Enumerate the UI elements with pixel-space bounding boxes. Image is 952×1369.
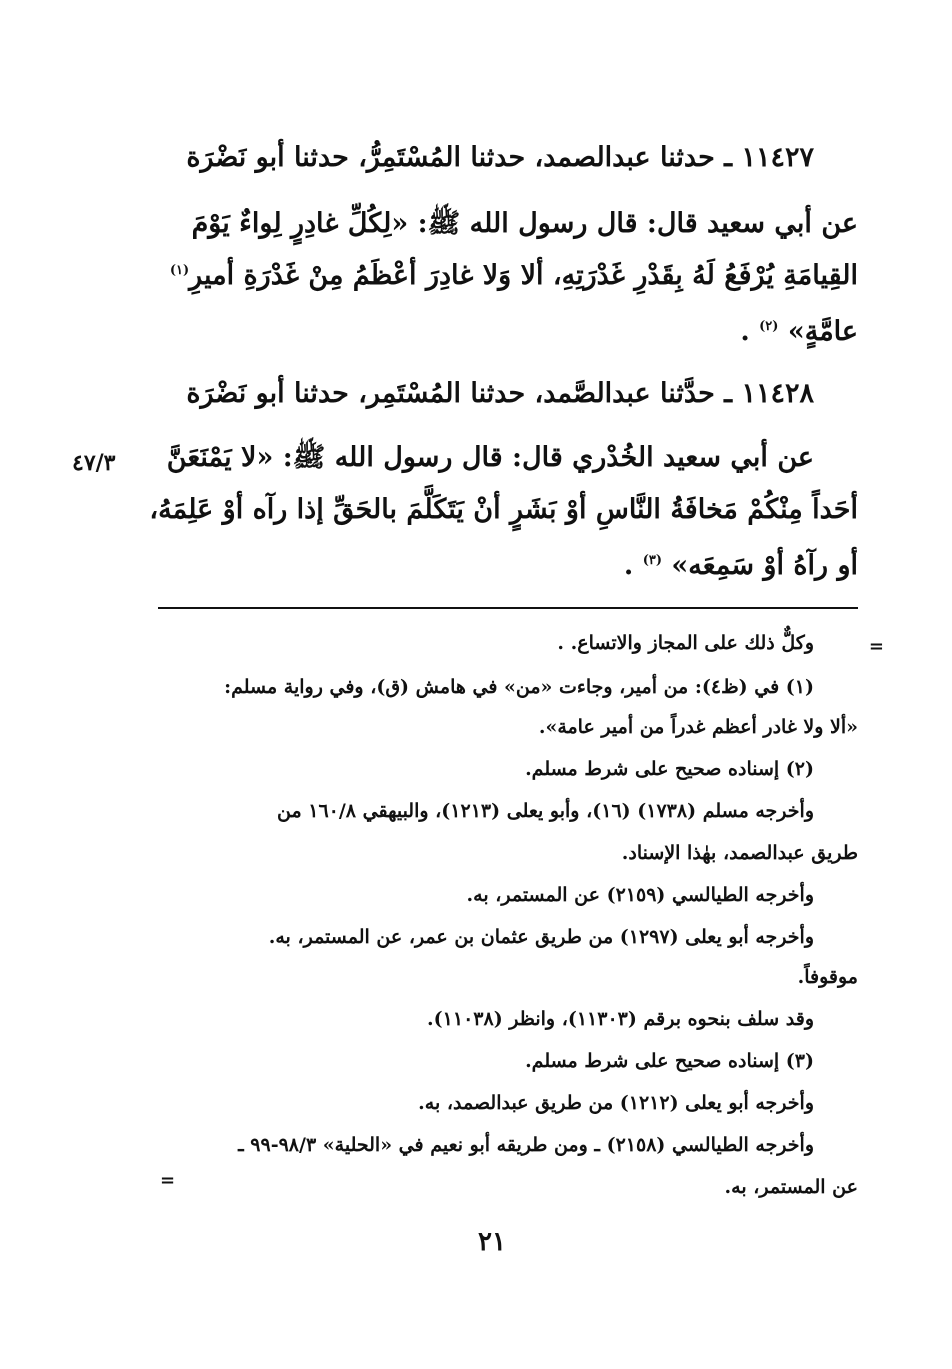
hadith-1428-line-3: أحَداً مِنْكُمْ مَخافَةُ النَّاسِ أوْ بَشَرٍ أنْ يَتَكَلَّمَ بالحَقِّ إذا رآه أوْ عَلِمَهُ،	[149, 494, 858, 525]
footnote-2-line-3: طريق عبدالصمد، بهٰذا الإسناد.	[621, 842, 858, 864]
hadith-1427-line-3-text: القِيامَةِ يُرْفَعُ لَهُ بِقَدْرِ غَدْرَتِهِ، ألا وَلا غادِرَ أعْظَمُ مِنْ غَدْرَةِ أميرِ	[189, 260, 858, 291]
footnote-ref-3: (٣)	[642, 553, 663, 568]
hadith-1428-line-1: ١١٤٢٨ ـ حدَّثنا عبدالصَّمد، حدثنا المُسْتَمِر، حدثنا أبو نَضْرَة	[186, 378, 814, 409]
hadith-1427-line-4: عامَّةٍ» $^{(٢)}$ .	[740, 316, 858, 347]
end-continuation-mark: =	[160, 1170, 176, 1191]
hadith-1427-line-1: ١١٤٢٧ ـ حدثنا عبدالصمد، حدثنا المُسْتَمِرُّ، حدثنا أبو نَضْرَة	[186, 142, 814, 173]
footnote-ref-1: (١)	[169, 263, 190, 278]
hadith-1427-line-3	[170, 260, 858, 291]
footnote-3-line-1: (٣) إسناده صحيح على شرط مسلم.	[525, 1050, 814, 1072]
footnote-3-line-2: وأخرجه أبو يعلى (١٢١٢) من طريق عبدالصمد، به.	[418, 1092, 814, 1114]
footnote-3-line-3: وأخرجه الطيالسي (٢١٥٨) ـ ومن طريقه أبو نعيم في «الحلية» ٩٨/٣-٩٩ ـ	[238, 1134, 814, 1156]
hadith-1428-line-4: أو رآهُ أوْ سَمِعَه» $^{(٣)}$ .	[623, 550, 858, 581]
footnote-continuation: وكلٌّ ذلك على المجاز والاتساع. .	[557, 632, 814, 654]
footnote-2-line-5: وأخرجه أبو يعلى (١٢٩٧) من طريق عثمان بن عمر، عن المستمر، به.	[268, 926, 814, 948]
footnote-1-line-1: (١) في (ظ٤): من أمير، وجاءت «من» في هامش (ق)، وفي رواية مسلم:	[224, 676, 814, 698]
margin-volume-page-ref: ٤٧/٣	[72, 450, 116, 476]
hadith-1428-line-4-text: أو رآهُ أوْ سَمِعَه»	[671, 550, 858, 581]
hadith-1427-line-2: عن أبي سعيد قال: قال رسول الله ﷺ: «لِكُلِّ غادِرٍ لِواءٌ يَوْمَ	[191, 208, 858, 239]
footnote-2-line-4: وأخرجه الطيالسي (٢١٥٩) عن المستمر، به.	[466, 884, 814, 906]
footnote-2-line-1: (٢) إسناده صحيح على شرط مسلم.	[525, 758, 814, 780]
page-number: ٢١	[478, 1227, 506, 1257]
footnote-separator	[158, 607, 858, 609]
footnote-2-line-2: وأخرجه مسلم (١٧٣٨) (١٦)، وأبو يعلى (١٢١٣)، والبيهقي ١٦٠/٨ من	[276, 800, 814, 822]
hadith-1428-line-2: عن أبي سعيد الخُدْري قال: قال رسول الله ﷺ: «لا يَمْنَعَنَّ	[166, 442, 814, 473]
footnote-ref-2: (٢)	[759, 319, 779, 334]
footnote-2-line-7: وقد سلف بنحوه برقم (١١٣٠٣)، وانظر (١١٠٣٨).	[427, 1008, 814, 1030]
hadith-1427-line-4-text: عامَّةٍ»	[787, 316, 858, 347]
footnote-2-line-6: موقوفاً.	[797, 966, 858, 988]
footnote-3-line-4: عن المستمر، به.	[724, 1176, 858, 1198]
footnote-1-line-2: «ألا ولا غادر أعظم غدراً من أمير عامة».	[538, 716, 858, 738]
continuation-mark: =	[868, 636, 884, 657]
